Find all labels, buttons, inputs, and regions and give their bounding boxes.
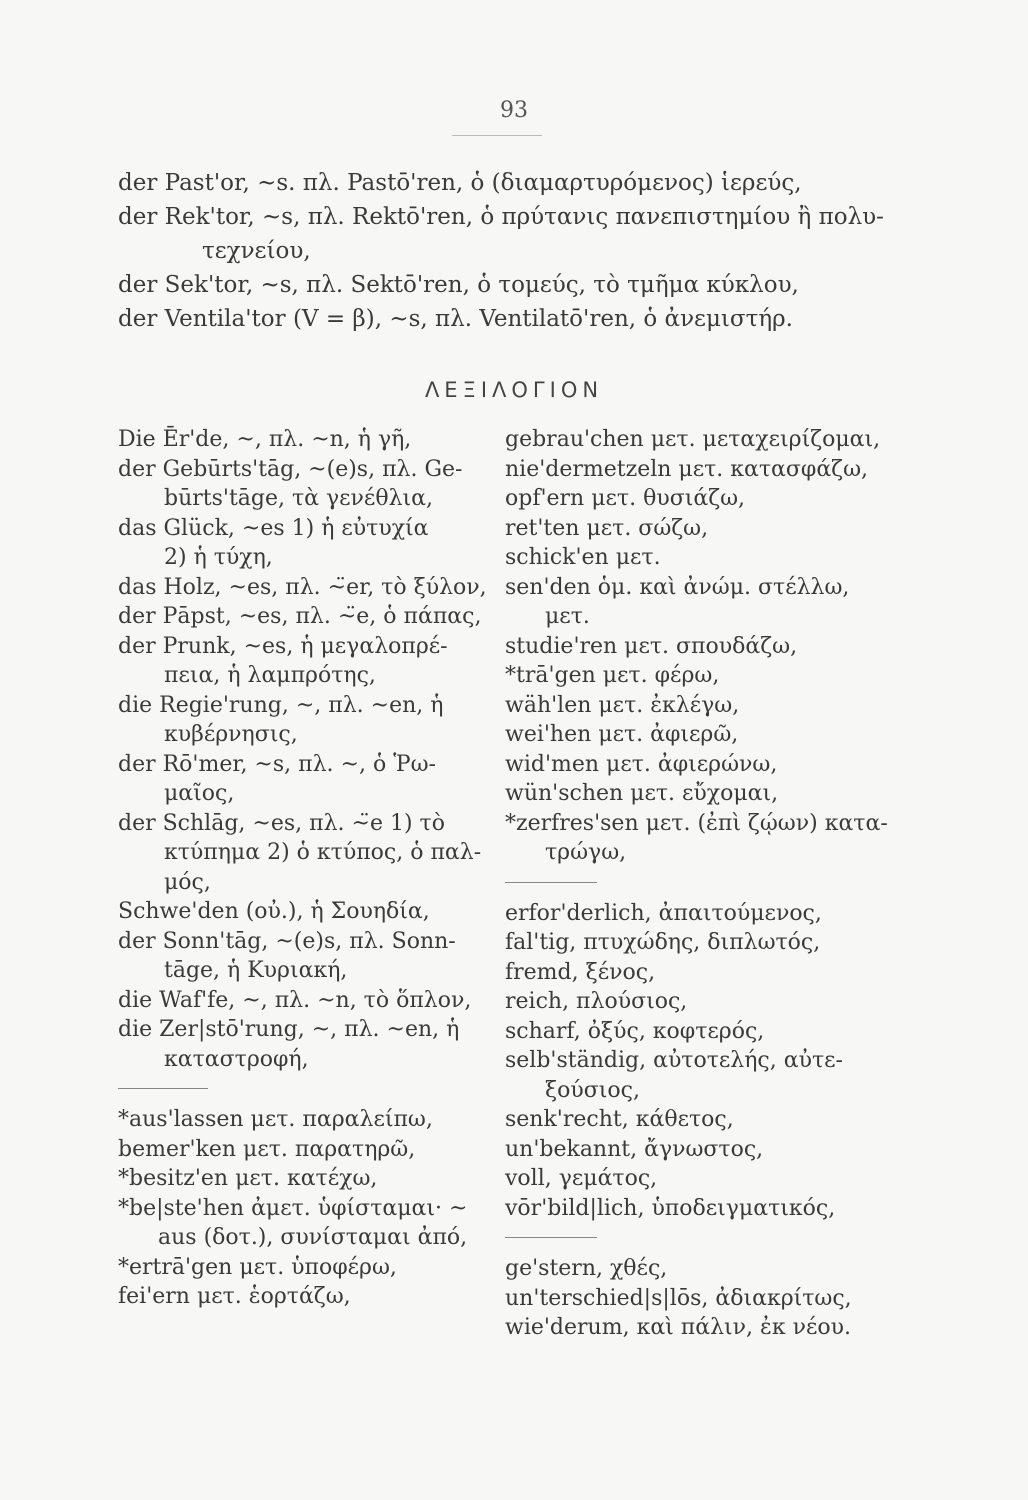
verb-entry: studie'ren μετ. σπουδάζω, xyxy=(505,633,798,659)
verb-entry: μετ. xyxy=(545,604,590,629)
verb-entry: sen'den ὁμ. καὶ ἀνώμ. στέλλω, xyxy=(505,574,850,600)
adjective-entry: senk'recht, κάθετος, xyxy=(505,1107,734,1132)
noun-entry: das Glück, ~es 1) ἡ εὐτυχία xyxy=(118,515,429,541)
adjective-entry: fremd, ξένος, xyxy=(505,959,656,985)
intro-line: der Ventila'tor (V = β), ~s, πλ. Ventilatō'ren, ὁ ἀνεμιστήρ. xyxy=(118,306,793,332)
adverb-entry: un'terschied|s|lōs, ἀδιακρίτως, xyxy=(505,1285,852,1311)
noun-entry: die Waf'fe, ~, πλ. ~n, τὸ ὅπλον, xyxy=(118,987,472,1013)
adjective-entry: erfor'derlich, ἀπαιτούμενος, xyxy=(505,900,822,926)
section-divider xyxy=(118,1088,208,1089)
adjective-entry: fal'tig, πτυχώδης, διπλωτός, xyxy=(505,930,821,955)
noun-entry: μός, xyxy=(164,869,211,895)
header-rule xyxy=(452,135,542,136)
verb-entry: wei'hen μετ. ἀφιερῶ, xyxy=(505,722,739,747)
intro-line: der Past'or, ~s. πλ. Pastō'ren, ὁ (διαμαρτυρόμενος) ἱερεύς, xyxy=(118,170,802,196)
left-column xyxy=(118,425,488,1312)
noun-entry: der Pāpst, ~es, πλ. ~̈e, ὁ πάπας, xyxy=(118,604,482,629)
noun-entry: der Prunk, ~es, ἡ μεγαλοπρέ- xyxy=(118,633,448,659)
verb-entry: τρώγω, xyxy=(545,840,627,865)
noun-entry: der Rō'mer, ~s, πλ. ~, ὁ Ῥω- xyxy=(118,751,436,777)
section-divider xyxy=(505,1237,597,1238)
noun-entry: die Regie'rung, ~, πλ. ~en, ἡ xyxy=(118,692,444,718)
adjective-entry: un'bekannt, ἄγνωστος, xyxy=(505,1136,764,1162)
verb-entry: wäh'len μετ. ἐκλέγω, xyxy=(505,692,740,718)
verb-entry: *aus'lassen μετ. παραλείπω, xyxy=(118,1107,433,1132)
verb-entry: *zerfres'sen μετ. (ἐπὶ ζῴων) κατα- xyxy=(505,810,888,836)
right-column xyxy=(505,425,888,1343)
adjective-entry: ξούσιος, xyxy=(545,1077,640,1103)
adverb-entry: wie'derum, καὶ πάλιν, ἐκ νέου. xyxy=(505,1315,851,1340)
intro-line: der Rek'tor, ~s, πλ. Rektō'ren, ὁ πρύτανις πανεπιστημίου ἢ πολυ- xyxy=(118,204,884,230)
noun-entry: die Zer|stō'rung, ~, πλ. ~en, ἡ xyxy=(118,1017,460,1042)
noun-entry: 2) ἡ τύχη, xyxy=(164,545,273,570)
verb-entry: *trā'gen μετ. φέρω, xyxy=(505,663,720,688)
adjective-entry: vōr'bild|lich, ὑποδειγματικός, xyxy=(505,1195,836,1221)
verb-entry: aus (δοτ.), συνίσταμαι ἀπό, xyxy=(158,1225,468,1250)
verb-entry: fei'ern μετ. ἑορτάζω, xyxy=(118,1284,351,1309)
adjective-entry: reich, πλούσιος, xyxy=(505,989,688,1014)
verb-entry: *be|ste'hen ἀμετ. ὑφίσταμαι· ~ xyxy=(118,1195,468,1221)
noun-entry: das Holz, ~es, πλ. ~̈er, τὸ ξύλον, xyxy=(118,574,487,600)
noun-entry: der Sonn'tāg, ~(e)s, πλ. Sonn- xyxy=(118,928,456,954)
intro-entries xyxy=(118,166,918,336)
page-number: 93 xyxy=(500,98,528,123)
verb-entry: wün'schen μετ. εὔχομαι, xyxy=(505,781,779,806)
verb-entry: ret'ten μετ. σώζω, xyxy=(505,515,709,541)
noun-entry: Schwe'den (οὐ.), ἡ Σουηδία, xyxy=(118,899,430,924)
verb-entry: *ertrā'gen μετ. ὑποφέρω, xyxy=(118,1254,397,1280)
adjective-entry: voll, γεμάτος, xyxy=(505,1166,658,1191)
verb-entry: wid'men μετ. ἀφιερώνω, xyxy=(505,751,778,777)
vocabulary-heading: ΛΕΞΙΛΟΓΙΟΝ xyxy=(424,378,604,402)
noun-entry: būrts'tāge, τὰ γενέθλια, xyxy=(164,486,433,511)
noun-entry: κυβέρνησις, xyxy=(164,722,298,747)
noun-entry: μαῖος, xyxy=(164,781,235,806)
verb-entry: *besitz'en μετ. κατέχω, xyxy=(118,1166,378,1191)
noun-entry: κτύπημα 2) ὁ κτύπος, ὁ παλ- xyxy=(164,840,482,865)
section-divider xyxy=(505,882,597,883)
adjective-entry: selb'ständig, αὐτοτελής, αὐτε- xyxy=(505,1048,843,1073)
noun-entry: καταστροφή, xyxy=(164,1046,309,1072)
verb-entry: opf'ern μετ. θυσιάζω, xyxy=(505,486,746,511)
adverb-entry: ge'stern, χθές, xyxy=(505,1256,668,1281)
verb-entry: bemer'ken μετ. παρατηρῶ, xyxy=(118,1136,416,1162)
noun-entry: πεια, ἡ λαμπρότης, xyxy=(164,663,376,688)
adjective-entry: scharf, ὀξύς, κοφτερός, xyxy=(505,1018,765,1044)
noun-entry: Die Ēr'de, ~, πλ. ~n, ἡ γῆ, xyxy=(118,427,412,452)
noun-entry: der Schlāg, ~es, πλ. ~̈e 1) τὸ xyxy=(118,810,445,836)
noun-entry: tāge, ἡ Κυριακή, xyxy=(164,958,348,983)
noun-entry: der Gebūrts'tāg, ~(e)s, πλ. Ge- xyxy=(118,456,463,482)
intro-line: der Sek'tor, ~s, πλ. Sektō'ren, ὁ τομεύς, τὸ τμῆμα κύκλου, xyxy=(118,272,799,298)
verb-entry: gebrau'chen μετ. μεταχειρίζομαι, xyxy=(505,427,881,452)
verb-entry: nie'dermetzeln μετ. κατασφάζω, xyxy=(505,456,869,482)
verb-entry: schick'en μετ. xyxy=(505,545,661,570)
intro-line: τεχνείου, xyxy=(202,238,311,264)
